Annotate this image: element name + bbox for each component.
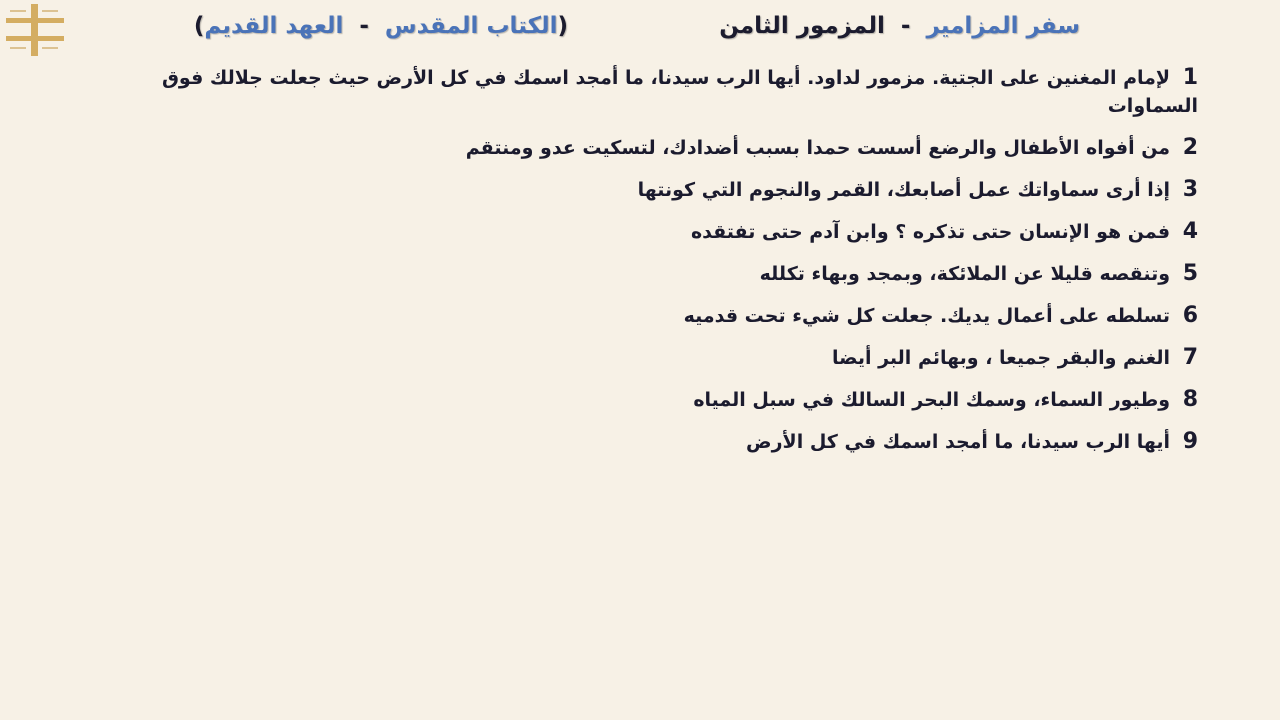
- bible-label: الكتاب المقدس: [384, 13, 558, 39]
- verse-5: [78, 260, 1198, 288]
- verse-text: وتنقصه قليلا عن الملائكة، وبمجد وبهاء تكلله: [759, 263, 1171, 285]
- book-chapter-title: [719, 8, 1080, 44]
- verse-6: [78, 302, 1198, 330]
- verse-number: 5: [1182, 261, 1198, 286]
- verse-9: [78, 428, 1198, 456]
- close-paren: ): [193, 13, 205, 39]
- verse-text: وطيور السماء، وسمك البحر السالك في سبل المياه: [693, 389, 1171, 411]
- book-title: سفر المزامير: [926, 13, 1080, 39]
- verse-list: [78, 64, 1198, 470]
- verse-number: 8: [1182, 387, 1198, 412]
- verse-7: [78, 344, 1198, 372]
- verse-number: 6: [1182, 303, 1198, 328]
- verse-number: 4: [1182, 219, 1198, 244]
- verse-text: الغنم والبقر جميعا ، وبهائم البر أيضا: [831, 347, 1171, 369]
- verse-number: 1: [1182, 65, 1198, 90]
- verse-text: لإمام المغنين على الجتية. مزمور لداود. أيها الرب سيدنا، ما أمجد اسمك في كل الأرض حيث جعلت جلالك فوق السماوات: [161, 67, 1198, 117]
- verse-2: [78, 134, 1198, 162]
- open-paren: (: [557, 13, 568, 39]
- verse-text: إذا أرى سماواتك عمل أصابعك، القمر والنجوم التي كونتها: [637, 179, 1171, 201]
- title-separator: -: [900, 13, 911, 39]
- verse-3: [78, 176, 1198, 204]
- verse-number: 3: [1182, 177, 1198, 202]
- testament-separator: -: [359, 13, 369, 39]
- verse-number: 9: [1182, 429, 1198, 454]
- verse-text: أيها الرب سيدنا، ما أمجد اسمك في كل الأرض: [746, 431, 1171, 453]
- testament-label: العهد القديم: [204, 13, 344, 39]
- verse-text: من أفواه الأطفال والرضع أسست حمدا بسبب أضدادك، لتسكيت عدو ومنتقم: [465, 137, 1171, 159]
- verse-8: [78, 386, 1198, 414]
- page-header: [0, 8, 1280, 44]
- verse-1: [78, 64, 1198, 120]
- verse-4: [78, 218, 1198, 246]
- verse-text: فمن هو الإنسان حتى تذكره ؟ وابن آدم حتى تفتقده: [690, 221, 1171, 243]
- testament-title: [194, 8, 568, 44]
- verse-number: 7: [1182, 345, 1198, 370]
- verse-text: تسلطه على أعمال يديك. جعلت كل شيء تحت قدميه: [683, 305, 1171, 327]
- chapter-title: المزمور الثامن: [719, 13, 885, 39]
- verse-number: 2: [1182, 135, 1198, 160]
